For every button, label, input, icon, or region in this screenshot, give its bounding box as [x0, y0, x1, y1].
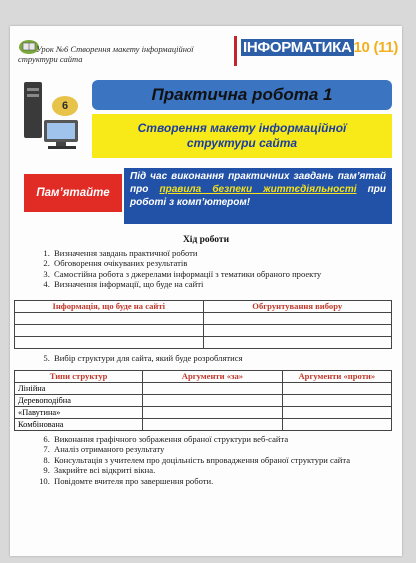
table-row	[15, 407, 392, 419]
step-item: 7. Аналіз отриманого результату	[52, 444, 402, 454]
table-row	[15, 395, 392, 407]
step-item: 4. Визначення інформації, що буде на сайті	[52, 279, 321, 289]
table-cell[interactable]	[143, 383, 282, 395]
structure-type-cell: Комбінована	[15, 419, 143, 431]
safety-rules-link-text: правила безпеки життєдіяльності	[159, 184, 357, 195]
table-row	[15, 383, 392, 395]
step-item: 1. Визначення завдань практичної роботи	[52, 248, 321, 258]
table-row	[15, 313, 392, 325]
info-table	[14, 300, 392, 349]
reminder-text-start: Під час виконання практичних завдань пам’ятай про	[130, 171, 386, 195]
step-item: 6. Виконання графічного зображення обраної структури веб-сайта	[52, 434, 402, 444]
column-header: Обгрунтування вибору	[203, 301, 392, 313]
table-cell[interactable]	[282, 419, 391, 431]
table-header-row	[15, 371, 392, 383]
page-title: Практична робота 1	[92, 80, 392, 110]
table-cell[interactable]	[282, 395, 391, 407]
brand-title-main: ІНФОРМАТИКА	[243, 39, 352, 56]
table-cell[interactable]	[203, 325, 392, 337]
table-cell[interactable]	[143, 407, 282, 419]
step-item: 8. Консультація з учителем про доцільність впровадження обраної структури сайта	[52, 455, 402, 465]
step-item: 2. Обговорення очікуваних результатів	[52, 258, 321, 268]
table-cell[interactable]	[143, 419, 282, 431]
lesson-number-badge: 6	[52, 96, 78, 116]
table-cell[interactable]	[143, 395, 282, 407]
steps-list-part2	[36, 353, 243, 363]
brand-title	[241, 39, 398, 56]
structure-type-cell: «Павутина»	[15, 407, 143, 419]
step-item: 10. Повідомте вчителя про завершення роботи.	[52, 476, 402, 486]
reminder-text	[124, 168, 392, 224]
worksheet-page	[10, 26, 402, 556]
section-heading: Хід роботи	[182, 235, 230, 245]
table-cell[interactable]	[15, 337, 204, 349]
step-item: 9. Закрийте всі відкриті вікна.	[52, 465, 402, 475]
structure-type-cell: Лінійна	[15, 383, 143, 395]
step-item: 5. Вибір структури для сайта, який буде розроблятися	[52, 353, 243, 363]
steps-list-part1	[36, 248, 321, 290]
reminder-label: Пам’ятайте	[24, 174, 122, 212]
table-row	[15, 419, 392, 431]
lesson-line-1: Урок №6 Створення макету інформаційної	[36, 44, 194, 54]
structure-table	[14, 370, 392, 431]
lesson-caption	[18, 44, 238, 64]
column-header: Аргументи «проти»	[282, 371, 391, 383]
column-header: Інформація, що буде на сайті	[15, 301, 204, 313]
column-header: Аргументи «за»	[143, 371, 282, 383]
structure-type-cell: Деревоподібна	[15, 395, 143, 407]
table-cell[interactable]	[282, 407, 391, 419]
table-cell[interactable]	[15, 313, 204, 325]
table-cell[interactable]	[282, 383, 391, 395]
lesson-line-2: структури сайта	[18, 54, 83, 64]
table-row	[15, 325, 392, 337]
table-cell[interactable]	[203, 337, 392, 349]
page-header	[10, 34, 402, 66]
step-item: 3. Самостійна робота з джерелами інформації з тематики обраного проекту	[52, 269, 321, 279]
brand-title-grade: 10 (11)	[353, 39, 399, 56]
table-cell[interactable]	[15, 325, 204, 337]
table-header-row	[15, 301, 392, 313]
reminder-text-end: при роботі з комп’ютером!	[130, 184, 387, 208]
header-divider	[234, 36, 237, 66]
column-header: Типи структур	[15, 371, 143, 383]
steps-list-part3	[36, 434, 402, 486]
table-cell[interactable]	[203, 313, 392, 325]
computer-icon	[22, 76, 82, 152]
table-row	[15, 337, 392, 349]
safety-reminder	[24, 168, 392, 224]
page-subtitle: Створення макету інформаційної структури сайта	[92, 114, 392, 158]
